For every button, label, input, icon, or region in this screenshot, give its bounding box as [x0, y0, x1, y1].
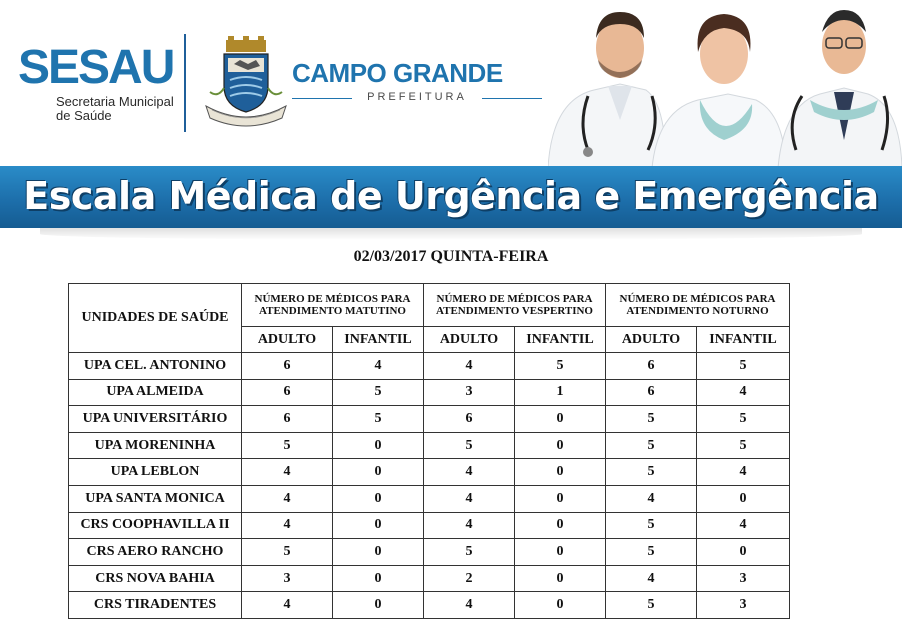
unit-name: UPA CEL. ANTONINO [69, 353, 242, 380]
night-group-header: NÚMERO DE MÉDICOS PARA ATENDIMENTO NOTURNO [606, 284, 790, 327]
cell-value: 0 [697, 539, 790, 566]
logo-rule [482, 98, 542, 99]
cell-value: 2 [424, 565, 515, 592]
cell-value: 5 [697, 432, 790, 459]
cell-value: 4 [242, 512, 333, 539]
cell-value: 6 [424, 406, 515, 433]
cell-value: 6 [242, 379, 333, 406]
unit-name: CRS AERO RANCHO [69, 539, 242, 566]
table-row [69, 459, 790, 486]
cell-value: 5 [424, 432, 515, 459]
header-banner [0, 0, 902, 248]
cell-value: 1 [515, 379, 606, 406]
cell-value: 0 [515, 512, 606, 539]
cell-value: 6 [242, 353, 333, 380]
cell-value: 6 [606, 379, 697, 406]
sesau-logo-word: SESAU [18, 41, 174, 94]
cell-value: 6 [242, 406, 333, 433]
cell-value: 4 [606, 485, 697, 512]
cell-value: 5 [333, 379, 424, 406]
subheader-adulto: ADULTO [424, 327, 515, 353]
cell-value: 4 [424, 459, 515, 486]
cell-value: 5 [606, 592, 697, 619]
cell-value: 0 [515, 406, 606, 433]
cell-value: 0 [515, 485, 606, 512]
subheader-infantil: INFANTIL [697, 327, 790, 353]
sesau-logo-subtitle: Secretaria Municipal de Saúde [56, 94, 174, 123]
unit-name: CRS COOPHAVILLA II [69, 512, 242, 539]
cell-value: 5 [606, 459, 697, 486]
unit-name: CRS NOVA BAHIA [69, 565, 242, 592]
table-header-row [69, 284, 790, 327]
cell-value: 0 [697, 485, 790, 512]
cell-value: 0 [333, 432, 424, 459]
cell-value: 5 [697, 406, 790, 433]
cell-value: 4 [424, 512, 515, 539]
cell-value: 4 [697, 379, 790, 406]
cell-value: 0 [333, 485, 424, 512]
table-row [69, 539, 790, 566]
cell-value: 5 [424, 539, 515, 566]
cell-value: 4 [424, 353, 515, 380]
cell-value: 0 [333, 539, 424, 566]
table-row [69, 485, 790, 512]
subheader-infantil: INFANTIL [515, 327, 606, 353]
sesau-logo [18, 41, 178, 124]
cell-value: 0 [333, 565, 424, 592]
subheader-adulto: ADULTO [242, 327, 333, 353]
cell-value: 5 [242, 432, 333, 459]
table-row [69, 379, 790, 406]
banner-title: Escala Médica de Urgência e Emergência [23, 174, 879, 218]
cell-value: 4 [242, 485, 333, 512]
cell-value: 4 [242, 459, 333, 486]
campo-grande-logo [292, 60, 548, 110]
cell-value: 5 [242, 539, 333, 566]
cell-value: 0 [333, 459, 424, 486]
cell-value: 4 [333, 353, 424, 380]
table-row [69, 592, 790, 619]
subheader-adulto: ADULTO [606, 327, 697, 353]
cell-value: 4 [697, 512, 790, 539]
cell-value: 0 [333, 512, 424, 539]
logo-divider [184, 34, 186, 132]
table-row [69, 432, 790, 459]
prefeitura-subtitle: PREFEITURA [367, 91, 467, 103]
city-coat-of-arms-icon [204, 36, 288, 128]
cell-value: 4 [424, 485, 515, 512]
cell-value: 0 [515, 592, 606, 619]
unit-name: UPA MORENINHA [69, 432, 242, 459]
cell-value: 0 [515, 432, 606, 459]
cell-value: 5 [606, 539, 697, 566]
table-row [69, 565, 790, 592]
cell-value: 5 [333, 406, 424, 433]
table-row [69, 353, 790, 380]
cell-value: 6 [606, 353, 697, 380]
title-banner [0, 166, 902, 228]
doctors-photo-icon [548, 0, 902, 168]
cell-value: 0 [515, 459, 606, 486]
cell-value: 0 [515, 539, 606, 566]
cell-value: 4 [424, 592, 515, 619]
cell-value: 4 [242, 592, 333, 619]
unit-name: UPA SANTA MONICA [69, 485, 242, 512]
unit-name: CRS TIRADENTES [69, 592, 242, 619]
cell-value: 3 [424, 379, 515, 406]
cell-value: 3 [697, 565, 790, 592]
banner-shadow [40, 228, 862, 240]
schedule-table [68, 283, 790, 619]
subheader-infantil: INFANTIL [333, 327, 424, 353]
cell-value: 5 [697, 353, 790, 380]
campo-grande-title: CAMPO GRANDE [292, 58, 503, 88]
unit-name: UPA LEBLON [69, 459, 242, 486]
cell-value: 0 [333, 592, 424, 619]
cell-value: 0 [515, 565, 606, 592]
cell-value: 3 [697, 592, 790, 619]
units-column-header: UNIDADES DE SAÚDE [69, 284, 242, 353]
cell-value: 4 [697, 459, 790, 486]
schedule-date: 02/03/2017 QUINTA-FEIRA [353, 248, 549, 265]
morning-group-header: NÚMERO DE MÉDICOS PARA ATENDIMENTO MATUTINO [242, 284, 424, 327]
table-row [69, 406, 790, 433]
cell-value: 5 [515, 353, 606, 380]
table-row [69, 512, 790, 539]
unit-name: UPA ALMEIDA [69, 379, 242, 406]
afternoon-group-header: NÚMERO DE MÉDICOS PARA ATENDIMENTO VESPERTINO [424, 284, 606, 327]
cell-value: 5 [606, 406, 697, 433]
cell-value: 4 [606, 565, 697, 592]
unit-name: UPA UNIVERSITÁRIO [69, 406, 242, 433]
cell-value: 3 [242, 565, 333, 592]
cell-value: 5 [606, 512, 697, 539]
cell-value: 5 [606, 432, 697, 459]
